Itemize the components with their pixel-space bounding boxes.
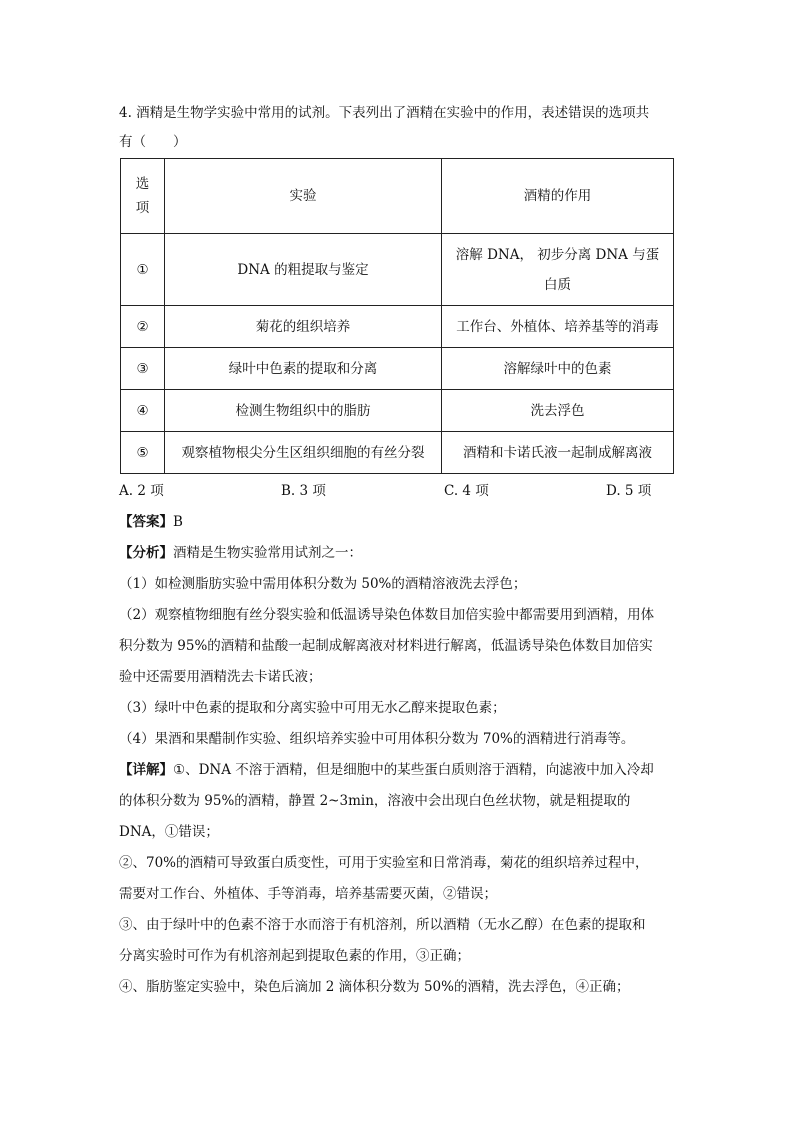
answer-value: B <box>173 514 183 530</box>
alcohol-role-cell: 溶解 DNA， 初步分离 DNA 与蛋 白质 <box>442 234 674 306</box>
row-number-cell: ① <box>121 234 165 306</box>
analysis-line: （1）如检测脂肪实验中需用体积分数为 50%的酒精溶液洗去浮色； <box>119 576 527 592</box>
alcohol-role-cell: 溶解绿叶中的色素 <box>442 348 674 390</box>
option-a: A. 2 项 <box>119 483 164 499</box>
option-b: B. 3 项 <box>281 483 326 499</box>
experiment-cell: 绿叶中色素的提取和分离 <box>165 348 442 390</box>
analysis-intro: 酒精是生物实验常用试剂之一： <box>173 545 362 561</box>
table-row <box>121 348 674 390</box>
analysis-line: （4）果酒和果醋制作实验、组织培养实验中可用体积分数为 70%的酒精进行消毒等。 <box>119 731 635 747</box>
alcohol-role-cell: 洗去浮色 <box>442 390 674 432</box>
header-cell-option: 选 项 <box>121 159 165 234</box>
detail-line: 的体积分数为 95%的酒精，静置 2~3min，溶液中会出现白色丝状物，就是粗提取的 <box>119 793 631 809</box>
experiment-cell: DNA 的粗提取与鉴定 <box>165 234 442 306</box>
header-cell-experiment: 实验 <box>165 159 442 234</box>
table-row <box>121 432 674 474</box>
alcohol-role-cell: 酒精和卡诺氏液一起制成解离液 <box>442 432 674 474</box>
option-c: C. 4 项 <box>444 483 489 499</box>
detail-label: 【详解】 <box>119 762 173 778</box>
experiment-table <box>120 158 674 474</box>
table-row <box>121 390 674 432</box>
analysis-line: 积分数为 95%的酒精和盐酸一起制成解离液对材料进行解离，低温诱导染色体数目加倍实 <box>119 638 653 654</box>
answer-line <box>119 512 183 532</box>
detail-line: 需要对工作台、外植体、手等消毒，培养基需要灭菌，②错误； <box>119 886 497 902</box>
row-number-cell: ④ <box>121 390 165 432</box>
question-stem-line-2: 有（ ） <box>119 134 187 150</box>
detail-line: 分离实验时可作为有机溶剂起到提取色素的作用，③正确； <box>119 948 470 964</box>
detail-first-line: ①、DNA 不溶于酒精，但是细胞中的某些蛋白质则溶于酒精，向滤液中加入冷却 <box>173 762 654 778</box>
detail-heading-line <box>119 760 654 780</box>
detail-line: DNA，①错误； <box>119 824 219 840</box>
question-stem-line-1: 4. 酒精是生物学实验中常用的试剂。下表列出了酒精在实验中的作用，表述错误的选项共 <box>119 105 650 121</box>
table-row <box>121 306 674 348</box>
experiment-cell: 菊花的组织培养 <box>165 306 442 348</box>
experiment-cell: 检测生物组织中的脂肪 <box>165 390 442 432</box>
answer-label: 【答案】 <box>119 514 173 530</box>
row-number-cell: ⑤ <box>121 432 165 474</box>
answer-options <box>119 481 679 501</box>
row-number-cell: ③ <box>121 348 165 390</box>
analysis-line: （3）绿叶中色素的提取和分离实验中可用无水乙醇来提取色素； <box>119 700 506 716</box>
table-row <box>121 234 674 306</box>
option-d: D. 5 项 <box>606 483 652 499</box>
analysis-line: （2）观察植物细胞有丝分裂实验和低温诱导染色体数目加倍实验中都需要用到酒精，用体 <box>119 607 655 623</box>
experiment-cell: 观察植物根尖分生区组织细胞的有丝分裂 <box>165 432 442 474</box>
detail-line: ②、70%的酒精可导致蛋白质变性，可用于实验室和日常消毒，菊花的组织培养过程中， <box>119 855 649 871</box>
alcohol-role-cell: 工作台、外植体、培养基等的消毒 <box>442 306 674 348</box>
table-header-row <box>121 159 674 234</box>
detail-line: ④、脂肪鉴定实验中，染色后滴加 2 滴体积分数为 50%的酒精，洗去浮色，④正确； <box>119 979 630 995</box>
analysis-line: 验中还需要用酒精洗去卡诺氏液； <box>119 669 322 685</box>
row-number-cell: ② <box>121 306 165 348</box>
analysis-heading-line <box>119 543 362 563</box>
detail-line: ③、由于绿叶中的色素不溶于水而溶于有机溶剂，所以酒精（无水乙醇）在色素的提取和 <box>119 917 646 933</box>
header-cell-alcohol-role: 酒精的作用 <box>442 159 674 234</box>
analysis-label: 【分析】 <box>119 545 173 561</box>
